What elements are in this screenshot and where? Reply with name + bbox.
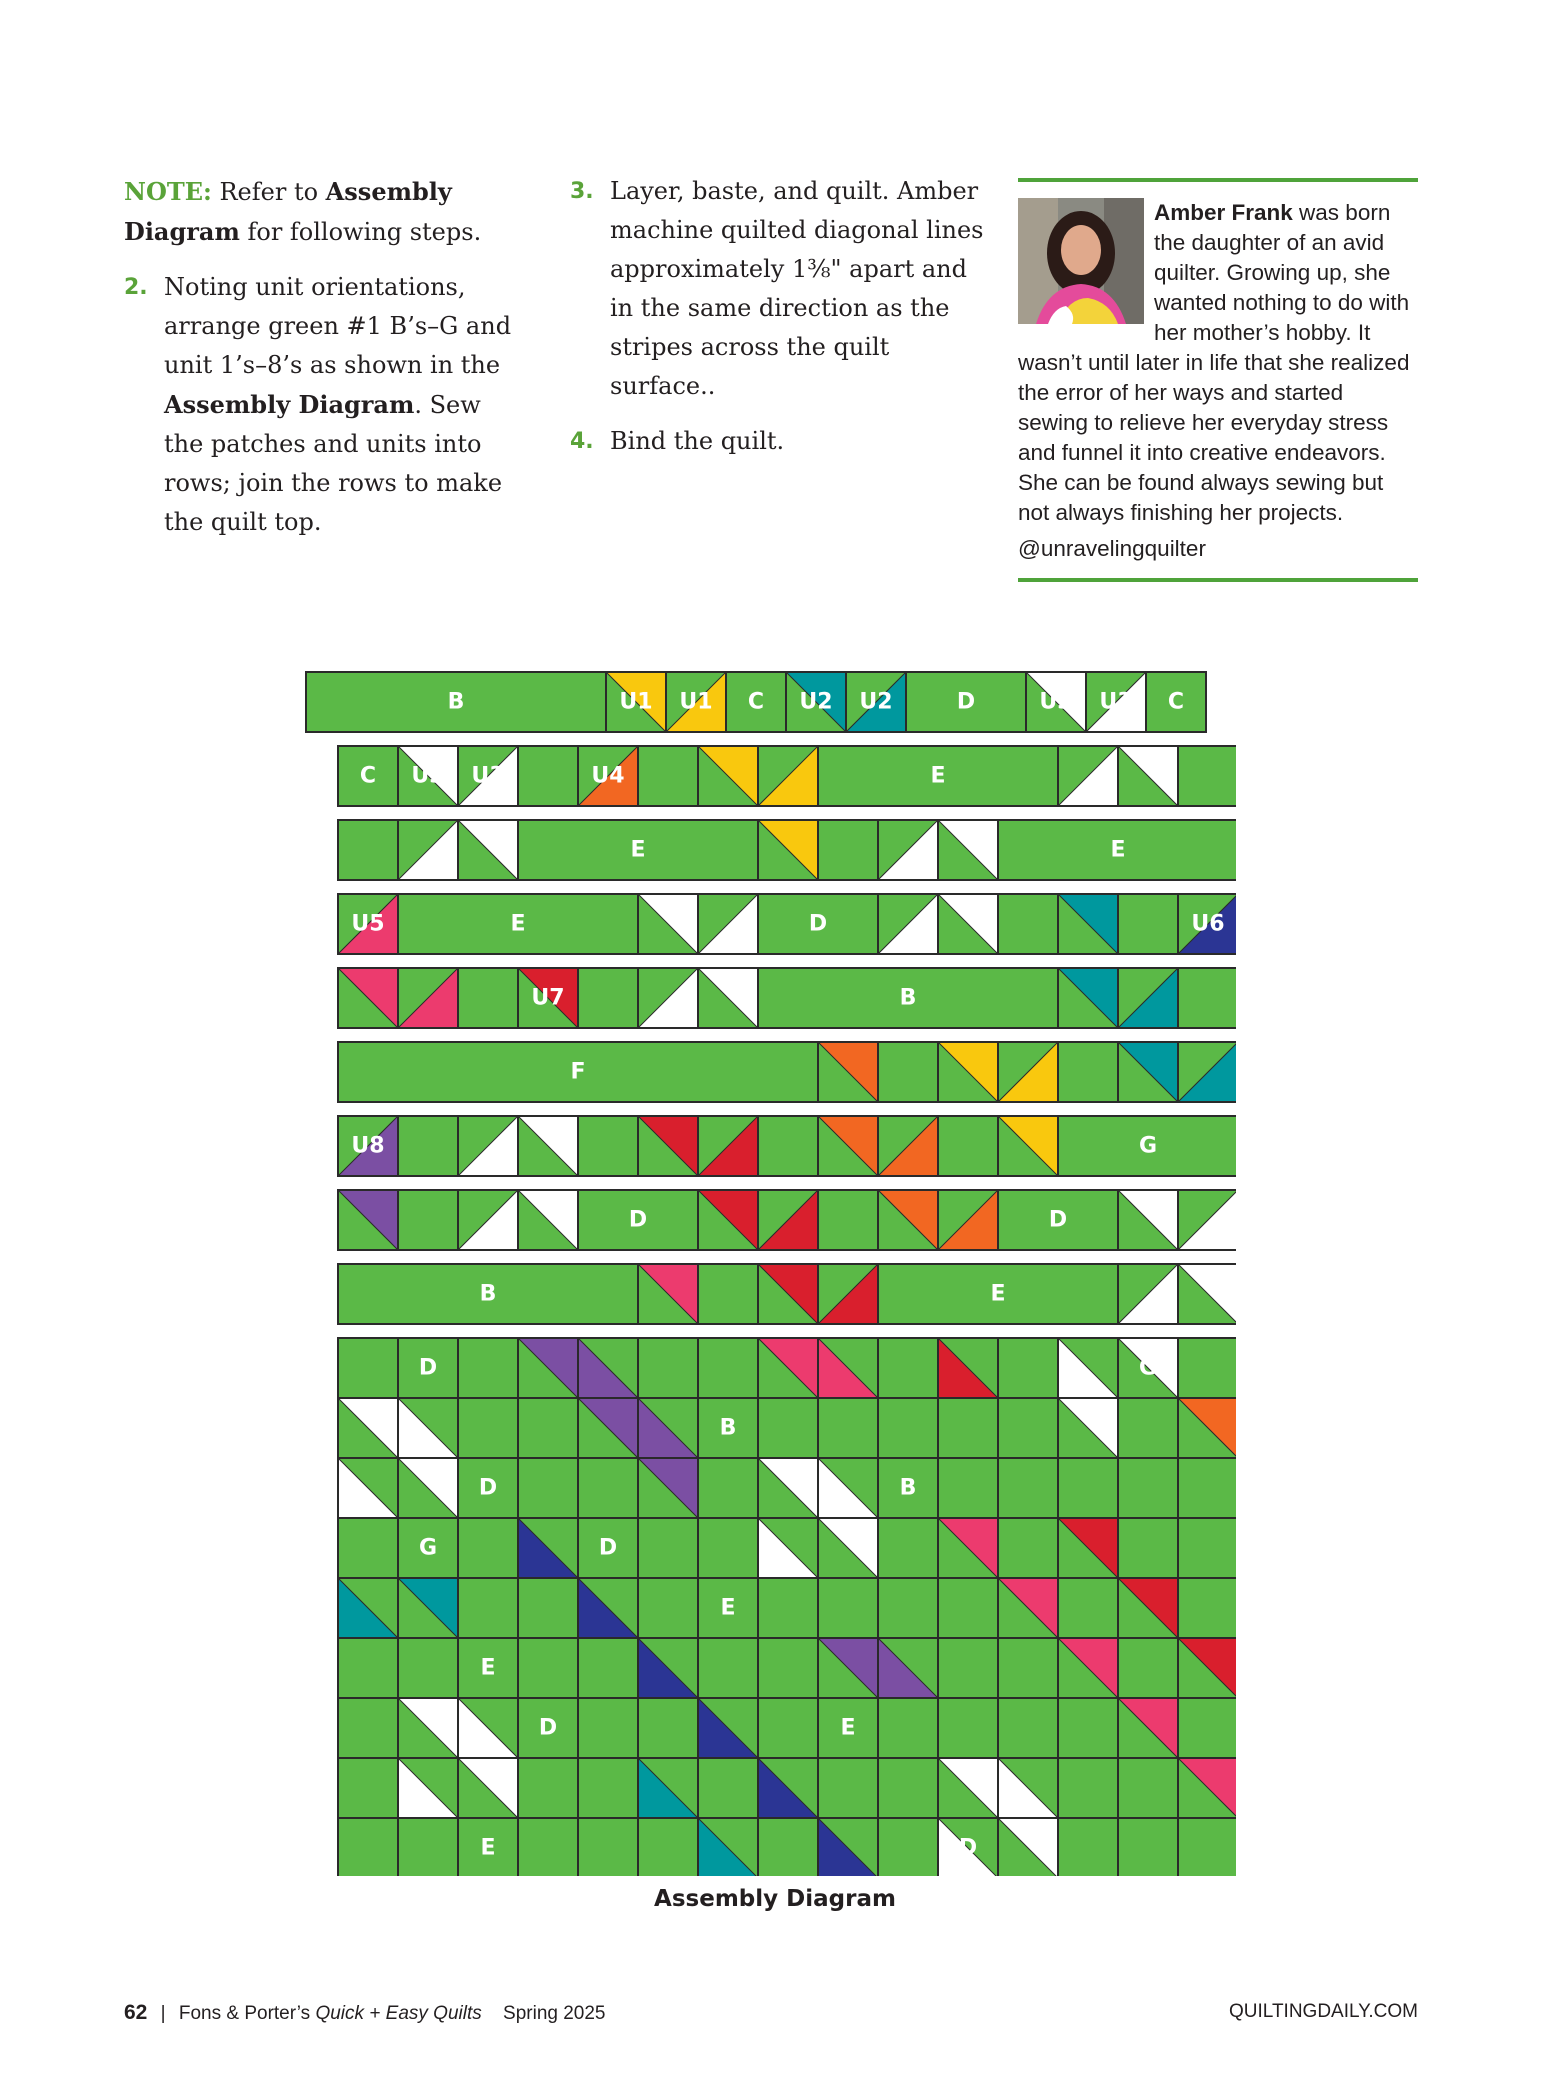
patch-label: C: [359, 763, 377, 789]
patch-label: U3: [1099, 689, 1133, 715]
green-patch: [818, 1190, 878, 1250]
green-patch: [578, 968, 638, 1028]
hst-unit: [818, 1264, 878, 1324]
diagonal-stripe-unit: [338, 1578, 398, 1638]
diagonal-stripe-unit: [398, 1578, 458, 1638]
green-square: [338, 1698, 398, 1758]
green-patch: [1118, 894, 1178, 954]
green-square: [878, 1698, 938, 1758]
green-square: [758, 1398, 818, 1458]
patch-label: E: [990, 1281, 1006, 1307]
diagonal-stripe-unit: [338, 1398, 398, 1458]
hst-unit: [698, 894, 758, 954]
green-square: [518, 1578, 578, 1638]
green-square: [338, 1638, 398, 1698]
green-square: [1178, 1698, 1236, 1758]
diagonal-stripe-unit: [458, 1698, 518, 1758]
hst-unit: [938, 1042, 998, 1102]
step-2-number: 2.: [124, 275, 148, 300]
patch-label: U3: [471, 763, 505, 789]
step-2-text-2: . Sew the patches and units into rows; join the rows to make the quilt top.: [164, 391, 503, 536]
hst-unit: [878, 820, 938, 880]
patch-label: B: [719, 1415, 737, 1441]
green-square: [578, 1818, 638, 1876]
patch-label: U4: [591, 763, 625, 789]
green-patch: [338, 820, 398, 880]
green-square: [878, 1338, 938, 1398]
hst-unit: [638, 1264, 698, 1324]
green-square: [1178, 1458, 1236, 1518]
green-square: [458, 1398, 518, 1458]
hst-unit: [938, 820, 998, 880]
note-paragraph: [124, 172, 524, 252]
hst-unit: [758, 1264, 818, 1324]
step-2: [124, 268, 524, 542]
hst-unit: [998, 1116, 1058, 1176]
hst-unit: [1178, 1264, 1236, 1324]
green-square: [1178, 1518, 1236, 1578]
green-patch: [998, 894, 1058, 954]
green-patch: [458, 968, 518, 1028]
diagonal-stripe-unit: [398, 1458, 458, 1518]
green-square: [1178, 1578, 1236, 1638]
diagonal-stripe-unit: [698, 1698, 758, 1758]
note-text-2: for following steps.: [239, 218, 482, 246]
diagonal-stripe-unit: [758, 1338, 818, 1398]
patch-label: E: [630, 837, 646, 863]
hst-unit: [458, 1190, 518, 1250]
hst-unit: [938, 1190, 998, 1250]
patch-label: C: [1167, 689, 1185, 715]
diagonal-stripe-unit: [398, 1398, 458, 1458]
diagonal-stripe-unit: [938, 1518, 998, 1578]
green-patch: [398, 1116, 458, 1176]
hst-unit: [758, 746, 818, 806]
diagonal-stripe-unit: [818, 1458, 878, 1518]
patch-label: E: [840, 1715, 856, 1741]
green-square: [578, 1638, 638, 1698]
step-3: [570, 172, 990, 406]
green-square: [578, 1458, 638, 1518]
patch-label: D: [598, 1535, 618, 1561]
green-square: [698, 1638, 758, 1698]
green-square: [818, 1398, 878, 1458]
hst-unit: [1178, 1190, 1236, 1250]
diagonal-stripe-unit: [758, 1518, 818, 1578]
hst-unit: [1178, 1042, 1236, 1102]
footer-separator: |: [160, 2003, 166, 2024]
diagonal-stripe-unit: [398, 1758, 458, 1818]
diagonal-stripe-unit: [878, 1638, 938, 1698]
diagonal-stripe-unit: [518, 1338, 578, 1398]
note-label: NOTE:: [124, 177, 212, 206]
bio-body: was born the daughter of an avid quilter. Growing up, she wanted nothing to do with her mother’s hobby. It wasn’t until later in life that she realized the error of her ways and started sewing to relieve her everyday stress and funnel it into creative endeavors. She can be found always sewing but not always finishing her projects.: [1018, 200, 1410, 525]
patch-label: U2: [799, 689, 833, 715]
hst-unit: [758, 820, 818, 880]
green-square: [758, 1578, 818, 1638]
diagonal-stripe-unit: [638, 1758, 698, 1818]
hst-unit: [638, 894, 698, 954]
diagonal-stripe-unit: [1178, 1398, 1236, 1458]
diagonal-stripe-unit: [638, 1638, 698, 1698]
step-2-bold: Assembly Diagram: [164, 390, 415, 419]
hst-unit: [698, 1116, 758, 1176]
designer-photo: [1018, 198, 1144, 324]
diagonal-stripe-unit: [998, 1818, 1058, 1876]
green-square: [878, 1578, 938, 1638]
green-square: [518, 1758, 578, 1818]
green-square: [1058, 1698, 1118, 1758]
issue-date: Spring 2025: [503, 2003, 606, 2024]
green-square: [338, 1758, 398, 1818]
green-square: [1178, 1338, 1236, 1398]
patch-label: F: [570, 1059, 586, 1085]
diagonal-stripe-unit: [1118, 1698, 1178, 1758]
patch-label: U1: [619, 689, 653, 715]
hst-unit: [1118, 1264, 1178, 1324]
hst-unit: [518, 1190, 578, 1250]
patch-label: B: [899, 1475, 917, 1501]
hst-unit: [1118, 968, 1178, 1028]
hst-unit: [458, 1116, 518, 1176]
diagonal-stripe-unit: [1178, 1638, 1236, 1698]
patch-label: D: [538, 1715, 558, 1741]
green-square: [458, 1518, 518, 1578]
diagonal-stripe-unit: [818, 1518, 878, 1578]
instructions-column-left: [124, 172, 524, 542]
diagonal-stripe-unit: [818, 1638, 878, 1698]
green-square: [518, 1458, 578, 1518]
green-square: [758, 1818, 818, 1876]
patch-label: B: [447, 689, 465, 715]
patch-label: B: [899, 985, 917, 1011]
hst-unit: [878, 894, 938, 954]
green-square: [998, 1638, 1058, 1698]
green-square: [698, 1758, 758, 1818]
diagonal-stripe-unit: [998, 1578, 1058, 1638]
diagonal-stripe-unit: [518, 1518, 578, 1578]
diagonal-stripe-unit: [638, 1398, 698, 1458]
note-bold: Assembly Diagram: [124, 177, 452, 246]
note-text-1: Refer to: [211, 178, 326, 206]
patch-label: U3: [411, 763, 445, 789]
green-patch: [698, 1264, 758, 1324]
green-patch: [1058, 1042, 1118, 1102]
green-patch: [398, 1190, 458, 1250]
diagonal-stripe-unit: [578, 1578, 638, 1638]
green-square: [878, 1398, 938, 1458]
hst-unit: [518, 1116, 578, 1176]
green-square: [638, 1698, 698, 1758]
patch-label: E: [720, 1595, 736, 1621]
patch-label: E: [930, 763, 946, 789]
green-patch: [938, 1116, 998, 1176]
diagonal-stripe-unit: [458, 1758, 518, 1818]
green-square: [1058, 1578, 1118, 1638]
green-patch: [578, 1116, 638, 1176]
green-square: [578, 1698, 638, 1758]
diagonal-stripe-unit: [758, 1458, 818, 1518]
green-square: [398, 1818, 458, 1876]
assembly-diagram: [302, 666, 1236, 1876]
diagonal-stripe-unit: [338, 1458, 398, 1518]
green-patch: [758, 1116, 818, 1176]
green-square: [938, 1578, 998, 1638]
diagram-cells: [306, 672, 1236, 1876]
diagonal-stripe-unit: [758, 1758, 818, 1818]
hst-unit: [458, 820, 518, 880]
green-square: [698, 1458, 758, 1518]
patch-label: U2: [859, 689, 893, 715]
patch-label: U3: [1039, 689, 1073, 715]
diagonal-stripe-unit: [1118, 1578, 1178, 1638]
hst-unit: [938, 894, 998, 954]
patch-label: B: [479, 1281, 497, 1307]
green-square: [338, 1818, 398, 1876]
hst-unit: [878, 1116, 938, 1176]
green-square: [698, 1338, 758, 1398]
hst-unit: [398, 820, 458, 880]
magazine-name: Fons & Porter’s: [178, 2003, 316, 2024]
diagonal-stripe-unit: [1058, 1338, 1118, 1398]
green-square: [938, 1698, 998, 1758]
green-square: [998, 1398, 1058, 1458]
green-square: [638, 1578, 698, 1638]
page-number: 62: [124, 2001, 148, 2024]
patch-label: D: [1048, 1207, 1068, 1233]
green-square: [1058, 1818, 1118, 1876]
green-square: [638, 1818, 698, 1876]
social-handle: @unravelingquilter: [1018, 536, 1206, 561]
green-square: [938, 1638, 998, 1698]
step-4-text: Bind the quilt.: [610, 427, 785, 455]
green-patch: [1178, 968, 1236, 1028]
hst-unit: [1058, 746, 1118, 806]
hst-unit: [638, 968, 698, 1028]
diagonal-stripe-unit: [1058, 1638, 1118, 1698]
patch-label: U7: [531, 985, 565, 1011]
patch-label: D: [418, 1355, 438, 1381]
green-square: [458, 1338, 518, 1398]
diagonal-stripe-unit: [398, 1698, 458, 1758]
hst-unit: [818, 1116, 878, 1176]
diagonal-stripe-unit: [578, 1398, 638, 1458]
green-square: [1118, 1518, 1178, 1578]
diagonal-stripe-unit: [698, 1818, 758, 1876]
green-patch: [1178, 746, 1236, 806]
hst-unit: [338, 968, 398, 1028]
green-square: [578, 1758, 638, 1818]
green-square: [758, 1638, 818, 1698]
step-3-text: Layer, baste, and quilt. Amber machine quilted diagonal lines approximately 1⅜" apart and in the same direction as the stripes across the quilt surface..: [610, 177, 984, 400]
hst-unit: [1058, 894, 1118, 954]
patch-label: E: [510, 911, 526, 937]
green-square: [758, 1698, 818, 1758]
hst-unit: [398, 968, 458, 1028]
green-square: [518, 1638, 578, 1698]
green-square: [878, 1818, 938, 1876]
green-square: [998, 1518, 1058, 1578]
green-patch: [518, 746, 578, 806]
green-square: [698, 1518, 758, 1578]
patch-label: G: [418, 1535, 438, 1561]
green-square: [638, 1338, 698, 1398]
step-3-number: 3.: [570, 179, 594, 204]
patch-label: E: [480, 1835, 496, 1861]
page-footer: [124, 2001, 1418, 2025]
patch-label: E: [480, 1655, 496, 1681]
green-square: [998, 1338, 1058, 1398]
diagram-caption: Assembly Diagram: [654, 1886, 896, 1912]
instructions-column-middle: [570, 172, 990, 461]
green-square: [338, 1518, 398, 1578]
patch-label: U1: [679, 689, 713, 715]
diagonal-stripe-unit: [1058, 1398, 1118, 1458]
green-square: [1178, 1818, 1236, 1876]
hst-unit: [818, 1042, 878, 1102]
green-square: [1058, 1758, 1118, 1818]
green-square: [518, 1398, 578, 1458]
designer-name: Amber Frank: [1154, 200, 1293, 225]
hst-unit: [998, 1042, 1058, 1102]
diagonal-stripe-unit: [1178, 1758, 1236, 1818]
green-patch: [878, 1042, 938, 1102]
green-square: [398, 1638, 458, 1698]
green-square: [458, 1578, 518, 1638]
green-square: [1118, 1818, 1178, 1876]
patch-label: U6: [1191, 911, 1225, 937]
green-square: [998, 1698, 1058, 1758]
patch-label: D: [956, 689, 976, 715]
hst-unit: [1118, 746, 1178, 806]
green-square: [938, 1458, 998, 1518]
hst-unit: [1058, 968, 1118, 1028]
diagonal-stripe-unit: [578, 1338, 638, 1398]
green-square: [1118, 1758, 1178, 1818]
green-square: [1118, 1638, 1178, 1698]
green-square: [818, 1578, 878, 1638]
step-4: [570, 422, 990, 461]
green-square: [338, 1338, 398, 1398]
patch-label: D: [478, 1475, 498, 1501]
patch-label: D: [808, 911, 828, 937]
diagonal-stripe-unit: [638, 1458, 698, 1518]
patch-label: G: [1138, 1133, 1158, 1159]
diagonal-stripe-unit: [1058, 1518, 1118, 1578]
green-square: [878, 1758, 938, 1818]
green-square: [938, 1398, 998, 1458]
green-square: [818, 1758, 878, 1818]
diagonal-stripe-unit: [938, 1338, 998, 1398]
diagonal-stripe-unit: [818, 1818, 878, 1876]
green-square: [518, 1818, 578, 1876]
patch-label: C: [747, 689, 765, 715]
patch-label: E: [1110, 837, 1126, 863]
patch-label: D: [958, 1835, 978, 1861]
green-patch: [818, 820, 878, 880]
green-patch: [638, 746, 698, 806]
green-square: [878, 1518, 938, 1578]
diagonal-stripe-unit: [938, 1758, 998, 1818]
step-2-text-1: Noting unit orientations, arrange green #1 B’s–G and unit 1’s–8’s as shown in the: [164, 273, 512, 379]
patch-label: G: [1138, 1355, 1158, 1381]
diagonal-stripe-unit: [818, 1338, 878, 1398]
green-square: [1058, 1458, 1118, 1518]
patch-label: U5: [351, 911, 385, 937]
green-square: [998, 1458, 1058, 1518]
green-square: [1118, 1458, 1178, 1518]
magazine-title: Quick + Easy Quilts: [315, 2003, 482, 2024]
green-square: [1118, 1398, 1178, 1458]
hst-unit: [758, 1190, 818, 1250]
patch-label: D: [628, 1207, 648, 1233]
hst-unit: [1118, 1190, 1178, 1250]
diagonal-stripe-unit: [998, 1758, 1058, 1818]
hst-unit: [698, 746, 758, 806]
hst-unit: [698, 1190, 758, 1250]
hst-unit: [638, 1116, 698, 1176]
step-4-number: 4.: [570, 429, 594, 454]
hst-unit: [878, 1190, 938, 1250]
hst-unit: [338, 1190, 398, 1250]
patch-label: U8: [351, 1133, 385, 1159]
green-square: [638, 1518, 698, 1578]
hst-unit: [698, 968, 758, 1028]
hst-unit: [1118, 1042, 1178, 1102]
designer-bio-box: [1018, 178, 1418, 582]
website: QUILTINGDAILY.COM: [1229, 2001, 1418, 2022]
